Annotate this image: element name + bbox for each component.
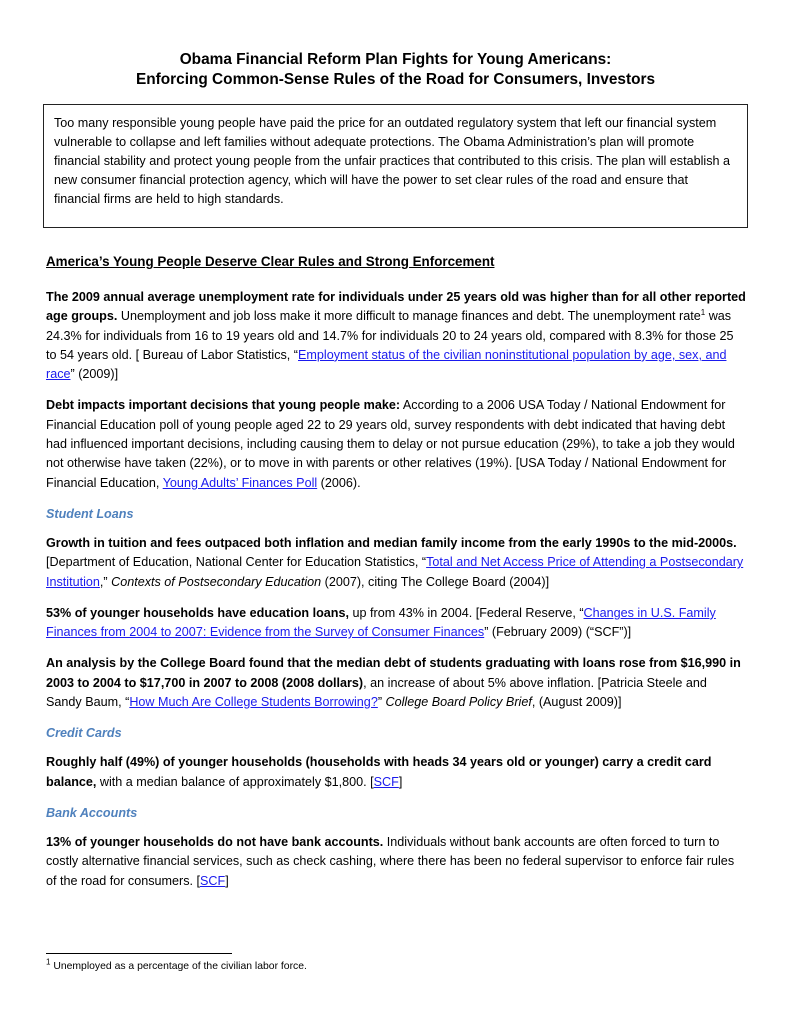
paragraph-unemployment-text-b: was 24.3% for individuals from 16 to 19 years old and 14.7% for individuals 20 to 24 years old, compared with 8.3% for those 25 to 54 years old. [ Bureau of Labor Statistics, “ — [46, 309, 734, 362]
paragraph-unemployment-text-a: Unemployment and job loss make it more difficult to manage finances and debt. The unemployment rate — [117, 309, 701, 324]
paragraph-tuition-growth-lead: Growth in tuition and fees outpaced both inflation and median family income from the early 1990s to the mid-2000s. — [46, 535, 737, 550]
paragraph-median-debt-text-a: , an increase of about 5% above inflation. [Patricia Steele and Sandy Baum, “ — [46, 675, 707, 710]
paragraph-median-debt — [46, 654, 746, 712]
scf-link-credit-cards[interactable]: SCF — [373, 774, 399, 789]
footnote-number: 1 — [46, 957, 51, 967]
subhead-credit-cards: Credit Cards — [46, 726, 122, 741]
footnote-divider — [46, 953, 232, 954]
paragraph-education-loans — [46, 604, 746, 643]
paragraph-bank-accounts-text-a: Individuals without bank accounts are often forced to turn to costly alternative financial services, such as check cashing, where there has been no federal supervisor to enforce fair rules of the road for consumers. [ — [46, 834, 735, 888]
paragraph-unemployment — [46, 288, 746, 384]
subhead-student-loans: Student Loans — [46, 506, 134, 521]
paragraph-debt-decisions — [46, 396, 746, 492]
footnote — [46, 957, 307, 974]
young-adults-finances-poll-link[interactable]: Young Adults’ Finances Poll — [162, 475, 318, 490]
paragraph-tuition-growth-text-c: (2007), citing The College Board (2004)] — [321, 574, 550, 589]
college-students-borrowing-link[interactable]: How Much Are College Students Borrowing? — [129, 695, 378, 710]
paragraph-credit-cards-text-b: ] — [398, 774, 403, 789]
title-line-1: Obama Financial Reform Plan Fights for Young Americans: — [179, 51, 612, 68]
paragraph-tuition-growth — [46, 534, 746, 592]
paragraph-tuition-growth-italic: Contexts of Postsecondary Education — [111, 574, 322, 589]
title-line-2: Enforcing Common-Sense Rules of the Road for Consumers, Investors — [135, 71, 656, 88]
paragraph-education-loans-text-a: up from 43% in 2004. [Federal Reserve, “ — [349, 605, 584, 620]
paragraph-tuition-growth-text-a: [Department of Education, National Center for Education Statistics, “ — [46, 555, 427, 570]
paragraph-unemployment-lead: The 2009 annual average unemployment rate for individuals under 25 years old was higher than for all other reported age groups. — [46, 290, 746, 324]
paragraph-education-loans-lead: 53% of younger households have education loans, — [46, 605, 350, 620]
paragraph-median-debt-text-b: ” — [377, 695, 386, 710]
paragraph-credit-cards-text-a: with a median balance of approximately $1,800. [ — [96, 774, 374, 789]
paragraph-median-debt-italic: College Board Policy Brief — [385, 695, 532, 710]
subhead-bank-accounts: Bank Accounts — [46, 805, 138, 820]
footnote-reference[interactable]: 1 — [700, 308, 706, 318]
paragraph-education-loans-text-b: ” (February 2009) (“SCF”)] — [484, 625, 632, 640]
footnote-text: Unemployed as a percentage of the civilian labor force. — [50, 961, 307, 972]
paragraph-debt-decisions-text-b: (2006). — [317, 475, 361, 490]
paragraph-median-debt-lead: An analysis by the College Board found that the median debt of students graduating with loans rose from $16,990 in 2003 to 2004 to $17,700 in 2007 to 2008 (2008 dollars) — [46, 656, 741, 690]
paragraph-bank-accounts-lead: 13% of younger households do not have bank accounts. — [46, 834, 384, 849]
paragraph-median-debt-text-c: , (August 2009)] — [531, 695, 622, 710]
paragraph-bank-accounts-text-b: ] — [225, 873, 229, 888]
paragraph-tuition-growth-text-b: ,” — [99, 574, 112, 589]
bls-employment-status-link[interactable]: Employment status of the civilian noninstitutional population by age, sex, and race — [46, 347, 727, 382]
paragraph-credit-cards — [46, 753, 746, 792]
section-heading: America’s Young People Deserve Clear Rules and Strong Enforcement — [46, 254, 495, 269]
main-content — [46, 253, 746, 903]
paragraph-debt-decisions-lead: Debt impacts important decisions that young people make: — [46, 398, 401, 413]
paragraph-unemployment-text-c: ” (2009)] — [70, 367, 119, 382]
page-title — [0, 50, 791, 90]
scf-changes-link[interactable]: Changes in U.S. Family Finances from 2004 to 2007: Evidence from the Survey of Consumer Finances — [46, 605, 716, 640]
paragraph-bank-accounts — [46, 833, 746, 891]
summary-text: Too many responsible young people have paid the price for an outdated regulatory system that left our financial system vulnerable to collapse and left families without adequate protections. The Obama Administration’s plan will promote financial stability and protect young people from the unfair practices that contributed to this crisis. The plan will establish a new consumer financial protection agency, which will have the power to set clear rules of the road and ensure that financial firms are held to high standards. — [54, 116, 730, 206]
net-access-price-link[interactable]: Total and Net Access Price of Attending a Postsecondary Institution — [46, 555, 744, 589]
paragraph-debt-decisions-text-a: According to a 2006 USA Today / National Endowment for Financial Education poll of young people aged 22 to 29 years old, survey respondents with debt indicated that having debt had influenced important decisions, including causing them to delay or not pursue education (29%), to take a job they would not otherwise have taken (22%), or to move in with parents or other relatives (19%). [USA Today / National Endowment for Financial Education, — [46, 398, 735, 490]
paragraph-credit-cards-lead: Roughly half (49%) of younger households (households with heads 34 years old or younger) carry a credit card balance, — [46, 755, 712, 789]
scf-link-bank-accounts[interactable]: SCF — [200, 873, 226, 888]
summary-box — [43, 104, 748, 228]
